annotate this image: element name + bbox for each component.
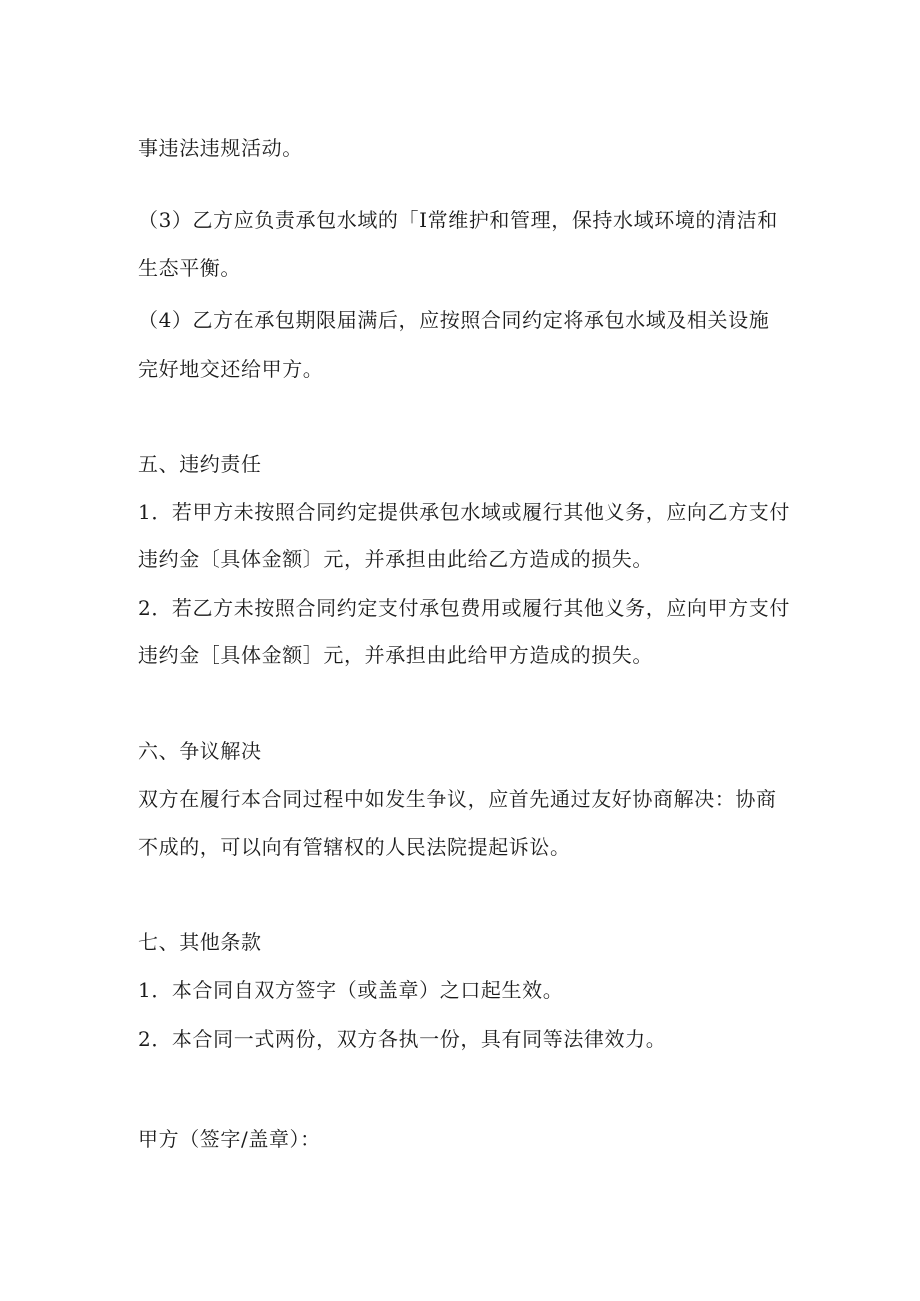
section-5-item-1-line-1: 1．若甲方未按照合同约定提供承包水域或履行其他义务，应向乙方支付 — [138, 500, 790, 524]
section-6-line-1: 双方在履行本合同过程中如发生争议，应首先通过友好协商解决：协商 — [138, 787, 777, 811]
section-5-item-2-line-1: 2．若乙方未按照合同约定支付承包费用或履行其他义务，应向甲方支付 — [138, 596, 790, 620]
section-6-line-2: 不成的，可以向有管辖权的人民法院提起诉讼。 — [138, 835, 571, 859]
clause-3-line-2: 生态平衡。 — [138, 256, 241, 280]
section-5-item-2-line-2: 违约金［具体金额］元，并承担由此给甲方造成的损失。 — [138, 643, 653, 667]
section-5-heading: 五、违约责任 — [138, 452, 262, 476]
clause-4-line-2: 完好地交还给甲方。 — [138, 357, 324, 381]
continuation-text: 事违法违规活动。 — [138, 136, 303, 160]
section-5-item-1-line-2: 违约金〔具体金额〕元，并承担由此给乙方造成的损失。 — [138, 547, 653, 571]
clause-3-line-1: （3）乙方应负责承包水域的「I常维护和管理，保持水域环境的清洁和 — [138, 208, 778, 232]
section-7-heading: 七、其他条款 — [138, 930, 262, 954]
clause-4-line-1: （4）乙方在承包期限届满后，应按照合同约定将承包水域及相关设施 — [138, 308, 770, 332]
section-7-item-2: 2．本合同一式两份，双方各执一份，具有同等法律效力。 — [138, 1027, 667, 1051]
section-6-heading: 六、争议解决 — [138, 739, 262, 763]
section-7-item-1: 1．本合同自双方签字（或盖章）之口起生效。 — [138, 978, 564, 1002]
party-a-signature-label: 甲方（签字/盖章）： — [138, 1127, 321, 1151]
